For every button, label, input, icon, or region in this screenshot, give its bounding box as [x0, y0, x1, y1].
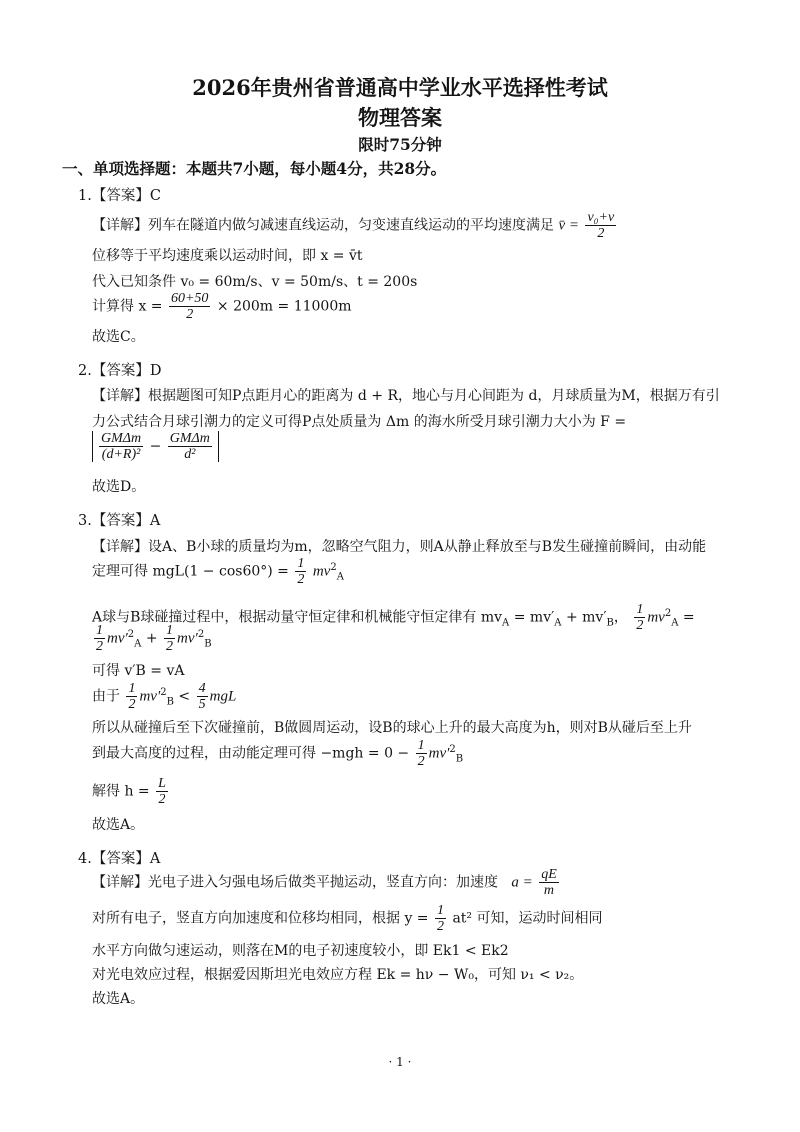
q1-line-1: 【详解】列车在隧道内做匀减速直线运动，匀变速直线运动的平均速度满足 v̄ = $\frac{\text{v₀+v}}{2}$: [92, 210, 615, 241]
q2-line-2: 力公式结合月球引潮力的定义可得P点处质量为 Δm 的海水所受月球引潮力大小为 F =: [92, 414, 627, 430]
document-subtitle: 物理答案: [358, 105, 442, 130]
q1-velocity-fraction: $\frac{\text{v₀+v}}{2}$: [587, 210, 615, 241]
q3-line-5: 可得 v′B = vA: [92, 663, 185, 679]
q2-line-3: [92, 431, 219, 462]
section-heading: 一、单项选择题：本题共7小题，每小题4分，共28分。: [62, 159, 447, 178]
q4-conclusion: 故选A。: [92, 991, 145, 1007]
q4-line-4: 对光电效应过程，根据爱因斯坦光电效应方程 Ek = hν − W₀，可知 ν₁ < ν₂。: [92, 967, 584, 983]
q3-line-2: 定理可得 mgL(1 − cos60°) = $\frac{1}{2}$ $mv^2_A$: [92, 556, 344, 587]
q2-conclusion: 故选D。: [92, 479, 146, 495]
q1-conclusion: 故选C。: [92, 329, 145, 345]
q2-answer: 2.【答案】D: [78, 363, 162, 379]
q3-line-1: 【详解】设A、B小球的质量均为m，忽略空气阻力，则A从静止释放至与B发生碰撞前瞬间，由动能: [92, 539, 707, 555]
q4-answer: 4.【答案】A: [78, 851, 161, 867]
q3-line-8: 到最大高度的过程，由动能定理可得 −mgh = 0 − $\frac{1}{2}$ $mv'^2_B$: [92, 738, 464, 769]
q4-line-1: 【详解】光电子进入匀强电场后做类平抛运动，竖直方向：加速度 a = $\frac{qE}{m}$: [92, 867, 557, 898]
q3-line-6: 由于 $\frac{1}{2}$ $mv'^2_B$ < $\frac{4}{5}$ mgL: [92, 681, 237, 712]
q4-line-3: 水平方向做匀速运动，则落在M的电子初速度较小，即 Ek1 < Ek2: [92, 943, 509, 959]
time-limit: 限时75分钟: [358, 135, 442, 154]
q1-line-3: 代入已知条件 v₀ = 60m/s、v = 50m/s、t = 200s: [92, 274, 418, 290]
q3-conclusion: 故选A。: [92, 817, 145, 833]
q1-line-2: 位移等于平均速度乘以运动时间，即 x = v̄t: [92, 248, 363, 264]
q1-average-fraction: $\frac{60+50}{2}$: [170, 291, 209, 322]
q1-line-4: 计算得 x = $\frac{60+50}{2}$ × 200m = 11000m: [92, 291, 352, 322]
q1-answer: 1.【答案】C: [78, 188, 161, 204]
document-title: 2026年贵州省普通高中学业水平选择性考试: [192, 75, 608, 100]
q2-line-1: 【详解】根据题图可知P点距月心的距离为 d + R，地心与月心间距为 d，月球质量为M，根据万有引: [92, 388, 720, 404]
page-number: · 1 ·: [388, 1055, 412, 1069]
q3-answer: 3.【答案】A: [78, 513, 161, 529]
q3-line-3: A球与B球碰撞过程中，根据动量守恒定律和机械能守恒定律有 $mv_A = mv'_A + mv'_B$， $\frac{1}{2}$ $mv^2_A$ =: [92, 602, 695, 633]
q3-line-4: $\frac{1}{2}$ $mv'^2_A$ + $\frac{1}{2}$ $mv'^2_B$: [96, 623, 212, 654]
q2-tidal-force-expression: $\frac{\text{GMΔm}}{\text{(d+R)²}}$ − $\frac{\text{GMΔm}}{\text{d²}}$: [92, 431, 219, 462]
q3-line-9: 解得 h = $\frac{L}{2}$: [92, 776, 166, 807]
q3-line-7: 所以从碰撞后至下次碰撞前，B做圆周运动，设B的球心上升的最大高度为h，则对B从碰后至上升: [92, 720, 692, 736]
q4-line-2: 对所有电子，竖直方向加速度和位移均相同，根据 y = $\frac{1}{2}$ at² 可知，运动时间相同: [92, 903, 603, 934]
